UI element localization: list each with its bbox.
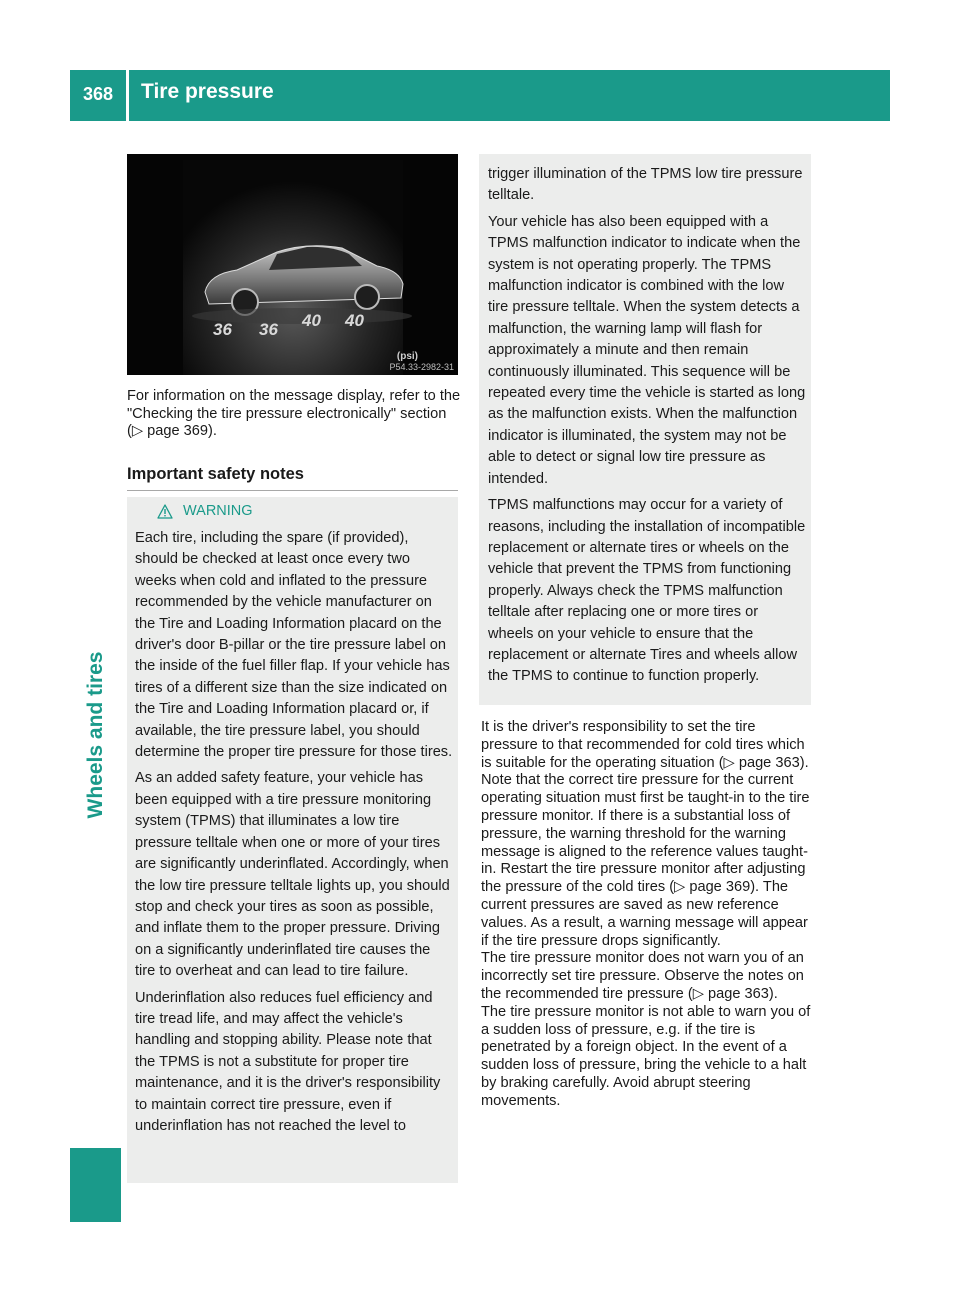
warning-triangle-icon [157,504,173,519]
warning-paragraph: As an added safety feature, your vehicle has been equipped with a tire pressure monitoring system (TPMS) that illuminates a low tire pressure telltale when one or more of your tires are significantly underinflated. Accordingly, when the low tire pressure telltale lights up, you should stop and check your tires as soon as possible, and inflate them to the proper pressure. Driving on a significantly underinflated tire causes the tire to overheat and can lead to tire failure. [135,770,450,980]
header-separator [126,70,129,121]
pressure-unit: (psi) [396,351,418,362]
body-paragraph: It is the driver's responsibility to set the tire pressure to that recommended for cold tires which is suitable for the operating situation (▷ page 363). Note that the correct tire pressure for the current operating situation must first be taught-in to the tire pressure monitor. If there is a substantial loss of pressure, the warning threshold for the warning message is aligned to the reference values taught-in. Restart the tire pressure monitor after adjusting the pressure of the cold tires (▷ page 369). The current pressures are saved as new reference values. As a result, a warning message will appear if the tire pressure drops significantly. [481,719,810,949]
tire-pressure-rear-left: 36 [259,320,278,339]
intro-text: For information on the message display, refer to the "Checking the tire pressure electronically" section (▷ page 369). [127,388,461,440]
tire-pressure-front-left: 36 [213,320,232,339]
section-title: Important safety notes [127,465,458,491]
tire-pressure-rear-right: 40 [345,311,364,330]
warning-heading [157,503,253,519]
figure-code: P54.33-2982-31 [389,362,454,372]
warning-text-left [135,528,453,1142]
tire-pressure-display-figure [127,154,458,375]
body-paragraph: The tire pressure monitor does not warn you of an incorrectly set tire pressure. Observe the notes on the recommended tire pressure (▷ page 363). [481,950,804,1002]
warning-paragraph: Underinflation also reduces fuel efficiency and tire tread life, and may affect the vehicle's handling and stopping ability. Please note that the TPMS is not a substitute for proper tire maintenance, and it is the driver's responsibility to maintain correct tire pressure, even if underinflation has not reached the level to [135,989,441,1134]
warning-paragraph: Each tire, including the spare (if provided), should be checked at least once every two weeks when cold and inflated to the pressure recommended by the vehicle manufacturer on the Tire and Loading Information placard on the driver's door B-pillar or the tire pressure label on the inside of the fuel filler flap. If your vehicle has tires of a different size than the size indicated on the Tire and Loading Information placard or, if available, the tire pressure label, you should determine the proper tire pressure for those tires. [135,530,453,761]
side-tab-marker [70,1148,121,1222]
warning-paragraph: TPMS malfunctions may occur for a variety of reasons, including the installation of incompatible replacement or alternate tires or wheels on the vehicle that prevent the TPMS from functioning properly. Always check the TPMS malfunction telltale after replacing one or more tires or wheels on your vehicle to ensure that the replacement or alternate Tires and wheels allow the TPMS to continue to function properly. [488,497,806,685]
body-paragraph: The tire pressure monitor is not able to warn you of a sudden loss of pressure, e.g. if the tire is penetrated by a foreign object. In the event of a sudden loss of pressure, bring the vehicle to a halt by braking carefully. Avoid abrupt steering movements. [481,1003,811,1109]
side-tab-label: Wheels and tires [84,651,107,819]
warning-paragraph: trigger illumination of the TPMS low tire pressure telltale. [488,166,803,204]
vehicle-illustration [127,154,458,375]
page-number: 368 [82,84,114,104]
warning-heading-label: WARNING [183,503,253,519]
tire-pressure-front-right: 40 [302,311,321,330]
warning-text-right [488,164,806,693]
warning-paragraph: Your vehicle has also been equipped with a TPMS malfunction indicator to indicate when the system is not operating properly. The TPMS malfunction indicator is combined with the low tire pressure telltale. When the system detects a malfunction, the warning lamp will flash for approximately a minute and then remain continuously illuminated. This sequence will be repeated every time the vehicle is started as long as the malfunction exists. When the malfunction indicator is illuminated, the system may not be able to detect or signal low tire pressure as intended. [488,213,806,487]
body-text [481,719,815,1111]
chapter-title: Tire pressure [141,80,274,103]
